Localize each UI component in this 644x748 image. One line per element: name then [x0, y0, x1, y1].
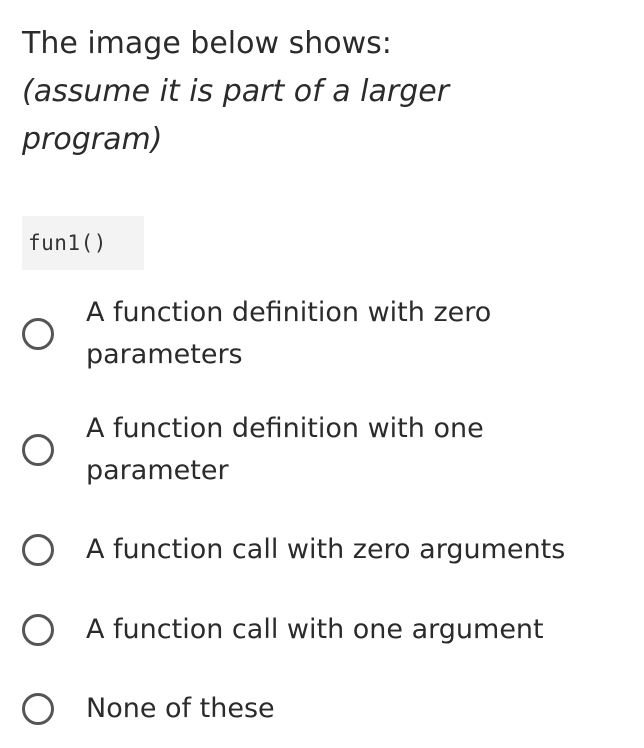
answer-option-label [86, 408, 484, 492]
answer-option-2[interactable] [22, 408, 632, 492]
code-snippet [22, 216, 144, 270]
radio-button[interactable] [22, 434, 54, 466]
radio-button[interactable] [22, 614, 54, 646]
radio-button[interactable] [22, 534, 54, 566]
question-text: The image below shows: [22, 26, 392, 61]
radio-button[interactable] [22, 318, 54, 350]
question-note-line-2: program) [22, 122, 163, 157]
answer-option-1[interactable] [22, 292, 632, 376]
code-snippet-text: fun1() [28, 231, 107, 255]
answer-option-label: A function call with zero arguments [86, 534, 566, 565]
question-prompt [22, 20, 622, 164]
radio-button[interactable] [22, 693, 54, 725]
answer-option-3[interactable] [22, 529, 632, 571]
answer-option-label-line-2: parameter [86, 455, 229, 486]
answer-option-label-line-1: A function definition with one [86, 413, 484, 444]
answer-option-label-line-1: A function definition with zero [86, 297, 492, 328]
question-note-line-1: (assume it is part of a larger [22, 74, 450, 109]
answer-option-label: A function call with one argument [86, 614, 544, 645]
answer-option-label [86, 292, 491, 376]
answer-option-5[interactable] [22, 688, 632, 730]
answer-option-label-line-2: parameters [86, 339, 243, 370]
answer-option-label: None of these [86, 693, 275, 724]
answer-option-4[interactable] [22, 609, 632, 651]
